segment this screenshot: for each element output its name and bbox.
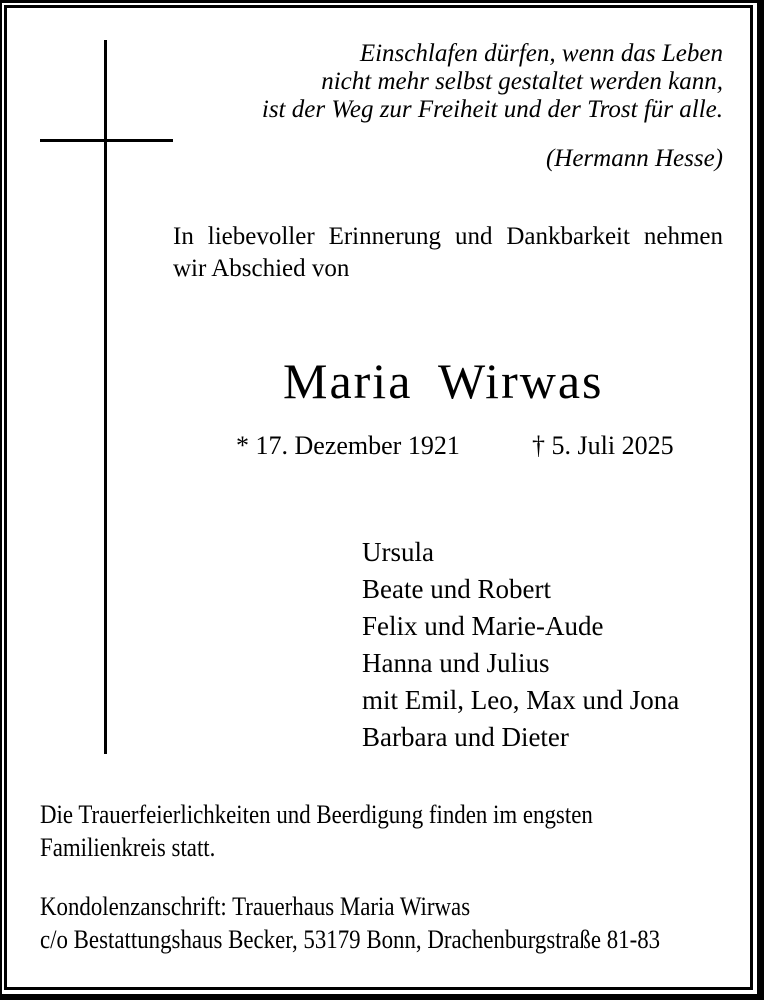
- intro-text: [173, 221, 723, 285]
- intro-line: wir Abschied von: [173, 255, 350, 282]
- deceased-name: Maria Wirwas: [283, 353, 604, 409]
- death-date: † 5. Juli 2025: [532, 431, 674, 460]
- cross-vertical-bar: [104, 40, 107, 754]
- quote-line: nicht mehr selbst gestaltet werden kann,: [321, 68, 723, 95]
- mourner-line: Felix und Marie-Aude: [362, 611, 604, 641]
- cross-horizontal-bar: [40, 139, 173, 142]
- mourner-line: Barbara und Dieter: [362, 722, 569, 752]
- funeral-notice-line: Die Trauerfeierlichkeiten und Beerdigung finden im engsten: [40, 800, 593, 829]
- quote-line: ist der Weg zur Freiheit und der Trost für alle.: [261, 96, 723, 123]
- mourner-line: Beate und Robert: [362, 574, 551, 604]
- funeral-notice-line: Familienkreis statt.: [40, 833, 216, 862]
- mourner-line: Ursula: [362, 537, 434, 567]
- funeral-notice: [40, 798, 593, 864]
- quote-attribution: (Hermann Hesse): [545, 145, 723, 172]
- quote-line: Einschlafen dürfen, wenn das Leben: [359, 40, 723, 67]
- condolence-line: c/o Bestattungshaus Becker, 53179 Bonn, Drachenburgstraße 81-83: [40, 925, 661, 954]
- condolence-address: [40, 890, 660, 956]
- condolence-line: Kondolenzanschrift: Trauerhaus Maria Wirwas: [40, 892, 471, 921]
- mourner-line: Hanna und Julius: [362, 648, 550, 678]
- mourner-line: mit Emil, Leo, Max und Jona: [362, 685, 680, 715]
- intro-line: In liebevoller Erinnerung und Dankbarkeit nehmen: [173, 223, 723, 250]
- birth-date: * 17. Dezember 1921: [236, 431, 460, 460]
- mourners-list: [362, 534, 679, 756]
- quote-text: [262, 40, 723, 124]
